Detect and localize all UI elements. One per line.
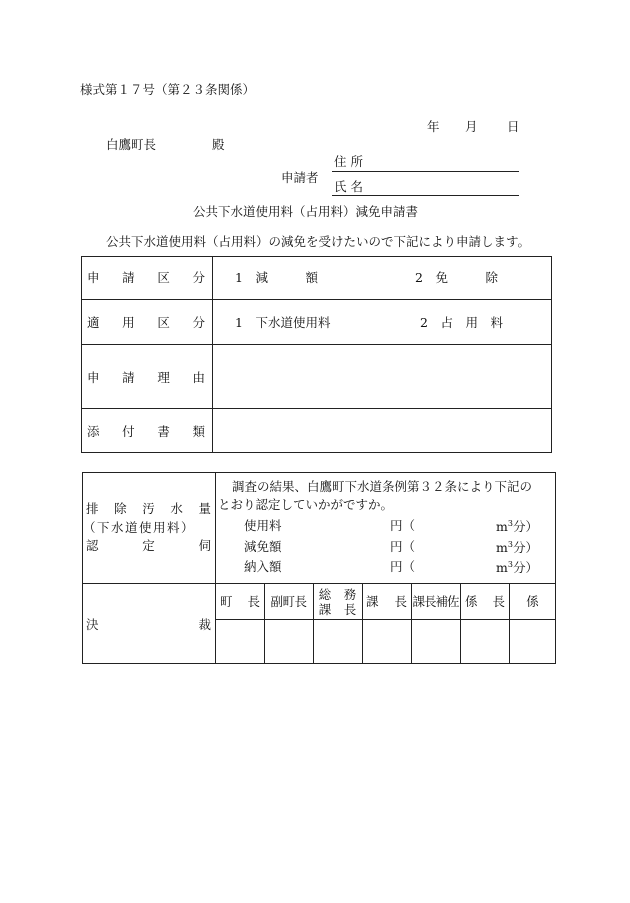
reduction-amount-yen: 円（ bbox=[390, 539, 416, 554]
assessment-table-separator bbox=[82, 583, 556, 584]
assessment-text-line1: 調査の結果、白鷹町下水道条例第３２条により下記の bbox=[232, 479, 533, 494]
applicable-category-label: 適 用 区 分 bbox=[87, 315, 205, 330]
application-table-divider bbox=[212, 256, 213, 453]
date-day-label: 日 bbox=[507, 119, 520, 134]
usage-fee-volume: $m^3$分） bbox=[496, 519, 538, 534]
addressee-honorific: 殿 bbox=[212, 137, 225, 152]
applicant-name-field[interactable] bbox=[332, 195, 519, 196]
applicant-address-field[interactable] bbox=[332, 171, 519, 172]
reduction-amount-volume: $m^3$分） bbox=[496, 540, 538, 555]
approver-general-affairs-chief: 総 務 課 長 bbox=[318, 587, 357, 617]
stamp-cell-subsection-chief[interactable] bbox=[461, 620, 508, 663]
assessment-text-line2: とおり認定していかがですか。 bbox=[218, 497, 394, 512]
payment-amount-yen: 円（ bbox=[390, 559, 416, 574]
date-month-label: 月 bbox=[465, 119, 478, 134]
payment-amount-volume: $m^3$分） bbox=[496, 560, 538, 575]
applicant-name-label: 氏 名 bbox=[334, 179, 363, 194]
application-type-option-reduction[interactable]: 1 減 額 bbox=[235, 270, 318, 285]
approver-assistant-section-chief: 課長補佐 bbox=[412, 594, 459, 609]
usage-fee-label: 使用料 bbox=[244, 518, 282, 533]
stamp-cell-mayor[interactable] bbox=[216, 620, 263, 663]
application-reason-field[interactable] bbox=[214, 346, 550, 406]
stamp-cell-assistant-section-chief[interactable] bbox=[412, 620, 459, 663]
date-year-label: 年 bbox=[427, 119, 440, 134]
application-row-separator bbox=[81, 408, 552, 409]
attached-documents-label: 添 付 書 類 bbox=[87, 424, 205, 439]
document-title: 公共下水道使用料（占用料）減免申請書 bbox=[193, 204, 419, 219]
form-number: 様式第１７号（第２３条関係） bbox=[80, 82, 256, 97]
sewer-fee-label: （下水道使用料） bbox=[83, 520, 196, 535]
usage-fee-yen: 円（ bbox=[390, 518, 416, 533]
applicable-category-option-occupancy-fee[interactable]: 2 占 用 料 bbox=[420, 315, 503, 330]
approver-deputy-mayor: 副町長 bbox=[270, 594, 307, 609]
attached-documents-field[interactable] bbox=[214, 410, 550, 451]
approval-label: 決 裁 bbox=[86, 617, 211, 632]
addressee-name: 白鷹町長 bbox=[106, 137, 157, 152]
approver-subsection-chief: 係 長 bbox=[465, 594, 505, 609]
applicant-address-label: 住 所 bbox=[334, 154, 363, 169]
stamp-cell-deputy-mayor[interactable] bbox=[265, 620, 312, 663]
approval-inquiry-label: 認 定 伺 bbox=[86, 538, 211, 553]
application-type-label: 申 請 区 分 bbox=[87, 270, 205, 285]
application-row-separator bbox=[81, 299, 552, 300]
applicable-category-option-sewer-fee[interactable]: 1 下水道使用料 bbox=[235, 315, 331, 330]
approver-staff: 係 bbox=[526, 594, 539, 609]
discharge-volume-label: 排 除 汚 水 量 bbox=[86, 501, 211, 516]
application-type-option-exemption[interactable]: 2 免 除 bbox=[415, 270, 498, 285]
application-reason-label: 申 請 理 由 bbox=[87, 370, 205, 385]
stamp-cell-staff[interactable] bbox=[510, 620, 555, 663]
approver-section-chief: 課 長 bbox=[366, 594, 407, 609]
stamp-cell-section-chief[interactable] bbox=[363, 620, 410, 663]
applicant-label: 申請者 bbox=[281, 170, 319, 185]
approver-mayor: 町 長 bbox=[220, 594, 260, 609]
application-row-separator bbox=[81, 344, 552, 345]
intro-text: 公共下水道使用料（占用料）の減免を受けたいので下記により申請します。 bbox=[106, 234, 531, 249]
payment-amount-label: 納入額 bbox=[244, 559, 282, 574]
stamp-cell-general-affairs-chief[interactable] bbox=[314, 620, 361, 663]
reduction-amount-label: 減免額 bbox=[244, 539, 282, 554]
